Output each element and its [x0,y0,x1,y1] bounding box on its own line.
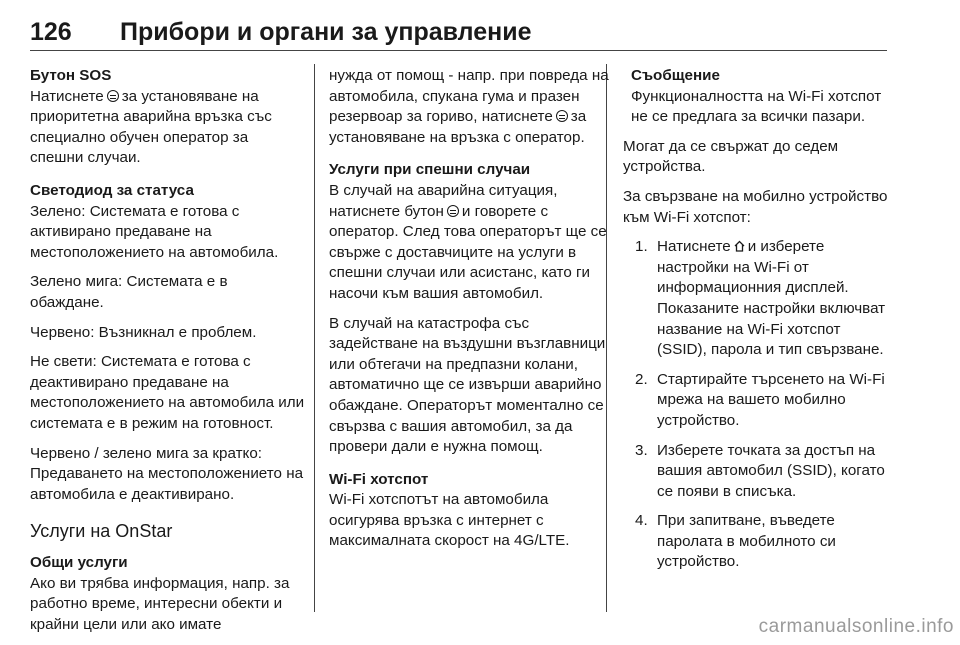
steps-list [623,237,888,573]
connect-intro: За свързване на мобилно устройство към Wi-Fi хотспот: [623,187,888,226]
page-header [30,18,890,54]
general-paragraph: Общи услуги Ако ви трябва информация, напр. за работно време, интересни обекти и крайни цели или ако имате [30,553,305,635]
note-box: Съобщение Функционалността на Wi-Fi хотспот не се предлага за всички пазари. [623,66,888,128]
status-red-green: Червено / зелено мига за кратко: Предаването на местоположението на автомобила е деактивирано. [30,444,304,503]
sos-icon [447,205,459,217]
page-title: Прибори и органи за управление [120,18,532,46]
devices-text: Могат да се свържат до седем устройства. [623,137,839,176]
column-divider [314,64,315,612]
onstar-icon [556,110,568,122]
column-middle [329,66,609,561]
list-item: 4. При запитване, въведете паролата в мобилното си устройство. [635,512,836,571]
wifi-paragraph: Wi-Fi хотспот Wi-Fi хотспотът на автомобила осигурява връзка с интернет с максималната скорост на 4G/LTE. [329,470,609,552]
note-title: Съобщение [631,67,720,84]
column-right [623,66,888,582]
status-red: Червено: Възникнал е проблем. [30,323,257,341]
status-paragraph: Светодиод за статуса Зелено: Системата е готова с активирано предаване на местоположението на автомобила. [30,181,305,263]
general-title: Общи услуги [30,554,128,572]
sos-title: Бутон SOS [30,67,112,84]
status-off: Не свети: Системата е готова с деактивирано предаване на местоположението на автомобила или системата е в режим на готовност. [30,353,305,432]
home-icon [734,240,745,252]
list-item: 1. Натиснете и изберете настройки на Wi-Fi от информационния дисплей. Показаните настройки включват название на Wi-Fi хотспот (SSID), парола и тип свързване. [635,238,886,359]
general-continued: нужда от помощ - напр. при повреда на автомобила, спукана гума и празен резервоар за гориво, натиснете за установяване на връзка с оператор. [329,67,609,146]
emergency-paragraph: Услуги при спешни случаи В случай на аварийна ситуация, натиснете бутон и говорете с оператор. След това операторът ще се свърже с доставчиците на услуги в спешни случаи или асистанс, като ги насочи към вашия автомобил. [329,160,609,304]
onstar-heading: Услуги на OnStar [30,521,173,542]
list-item: 2. Стартирайте търсенето на Wi-Fi мрежа на вашето мобилно устройство. [635,370,885,429]
status-green-blink: Зелено мига: Системата е в обаждане. [30,273,228,311]
page-number: 126 [30,18,72,46]
watermark: carmanualsonline.info [758,616,954,637]
status-title: Светодиод за статуса [30,181,194,199]
sos-paragraph: Бутон SOS Натиснете за установяване на приоритетна аварийна връзка със специално обучен оператор за спешни случаи. [30,66,305,169]
header-rule [30,50,887,51]
list-item: 3. Изберете точката за достъп на вашия автомобил (SSID), когато се появи в списъка. [635,441,885,500]
onstar-icon [107,90,119,102]
emergency-title: Услуги при спешни случаи [329,161,531,179]
column-left [30,66,305,645]
wifi-title: Wi-Fi хотспот [329,470,429,488]
crash-paragraph: В случай на катастрофа със задействане на въздушни възглавници или обтегачи на предпазни колани, автоматично ще се извърши аварийно обаждане. Операторът моментално се свързва с вашия автомобил, за да провери дали е нужна помощ. [329,314,606,456]
